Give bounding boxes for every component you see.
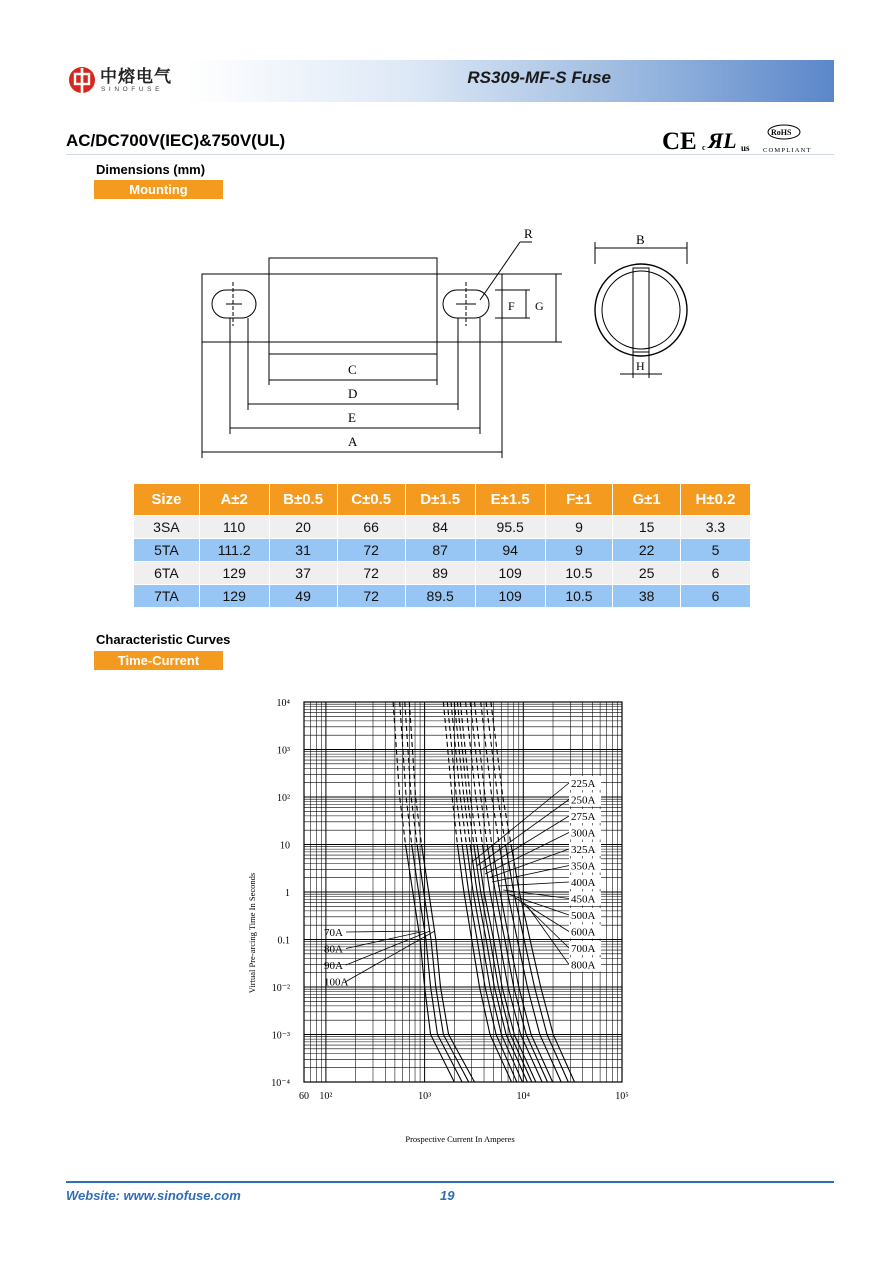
voltage-rating: AC/DC700V(IEC)&750V(UL) xyxy=(66,131,286,150)
y-tick-label: 10⁻³ xyxy=(271,1030,290,1042)
series-label: 500A xyxy=(571,910,596,922)
series-label: 350A xyxy=(571,860,596,873)
col-header: F±1 xyxy=(545,484,613,516)
col-header: C±0.5 xyxy=(337,484,405,516)
svg-text:RoHS: RoHS xyxy=(771,128,792,137)
x-axis-label: Prospective Current In Amperes xyxy=(405,1134,515,1144)
table-cell: 87 xyxy=(405,539,475,562)
series-label: 250A xyxy=(571,794,596,807)
table-cell: 5 xyxy=(680,539,750,562)
table-row xyxy=(134,562,751,585)
svg-text:ЯL: ЯL xyxy=(708,128,737,153)
series-label: 100A xyxy=(324,976,349,989)
x-tick-label: 10³ xyxy=(418,1091,432,1102)
y-tick-label: 10 xyxy=(280,840,290,852)
table-cell: 49 xyxy=(269,585,337,608)
table-cell: 15 xyxy=(613,516,681,539)
col-header: G±1 xyxy=(613,484,681,516)
table-cell: 7TA xyxy=(134,585,200,608)
dimensions-title: Dimensions (mm) xyxy=(96,162,206,177)
y-axis-label: Virtual Pre-arcing Time In Seconds xyxy=(247,872,257,994)
table-cell: 6 xyxy=(680,562,750,585)
dim-label-h: H xyxy=(636,359,645,373)
table-cell: 72 xyxy=(337,585,405,608)
series-label: 800A xyxy=(571,959,596,972)
brand-name-english: SINOFUSE xyxy=(101,86,164,93)
curve-300A-dashed xyxy=(454,702,470,845)
x-tick-label: 60 xyxy=(299,1091,309,1102)
series-label: 300A xyxy=(571,827,596,840)
table-cell: 9 xyxy=(545,539,613,562)
dim-label-c: C xyxy=(348,362,357,377)
col-header: B±0.5 xyxy=(269,484,337,516)
series-label: 600A xyxy=(571,926,596,939)
table-cell: 10.5 xyxy=(545,562,613,585)
table-cell: 129 xyxy=(199,562,269,585)
table-cell: 109 xyxy=(475,585,545,608)
dimensions-table xyxy=(133,483,751,608)
table-cell: 3SA xyxy=(134,516,200,539)
series-label: 400A xyxy=(571,877,596,889)
dim-label-g: G xyxy=(535,299,544,313)
leader-line xyxy=(472,783,569,862)
table-cell: 72 xyxy=(337,539,405,562)
table-cell: 89.5 xyxy=(405,585,475,608)
curve-80A-dashed xyxy=(400,702,412,845)
curve-350A-dashed xyxy=(460,702,477,845)
brand-name-chinese: 中熔电气 xyxy=(100,67,172,86)
table-cell: 109 xyxy=(475,562,545,585)
ce-mark-icon: CE xyxy=(662,128,697,154)
table-cell: 22 xyxy=(613,539,681,562)
curve-275A-dashed xyxy=(451,702,466,845)
table-cell: 89 xyxy=(405,562,475,585)
svg-text:COMPLIANT: COMPLIANT xyxy=(763,147,812,154)
table-cell: 37 xyxy=(269,562,337,585)
y-tick-label: 10⁻² xyxy=(271,983,290,994)
curve-225A-dashed xyxy=(443,702,457,845)
table-cell: 84 xyxy=(405,516,475,539)
leader-line xyxy=(346,931,419,932)
y-tick-label: 10⁴ xyxy=(276,698,290,709)
dim-label-d: D xyxy=(348,386,358,401)
svg-text:c: c xyxy=(702,143,706,152)
series-label: 325A xyxy=(571,844,596,856)
table-cell: 94 xyxy=(475,539,545,562)
dim-label-r: R xyxy=(524,226,533,241)
leader-line xyxy=(346,931,430,965)
table-cell: 25 xyxy=(613,562,681,585)
col-header: A±2 xyxy=(199,484,269,516)
curve-500A-dashed xyxy=(475,702,492,845)
table-row xyxy=(134,516,751,539)
product-title: RS309-MF-S Fuse xyxy=(467,68,611,87)
dim-label-e: E xyxy=(348,410,356,425)
table-cell: 111.2 xyxy=(199,539,269,562)
table-cell: 95.5 xyxy=(475,516,545,539)
col-header: D±1.5 xyxy=(405,484,475,516)
leader-line xyxy=(498,882,569,886)
y-tick-label: 1 xyxy=(285,888,290,899)
curve-600A-dashed xyxy=(481,702,500,845)
curve-250A xyxy=(462,845,517,1083)
curve-70A xyxy=(406,845,455,1083)
table-row xyxy=(134,539,751,562)
page-number: 19 xyxy=(440,1188,455,1203)
col-header: H±0.2 xyxy=(680,484,750,516)
table-cell: 20 xyxy=(269,516,337,539)
certification-marks xyxy=(662,122,834,154)
dim-label-f: F xyxy=(508,299,515,313)
x-tick-label: 10⁵ xyxy=(615,1091,629,1102)
table-cell: 38 xyxy=(613,585,681,608)
leader-line xyxy=(481,816,569,870)
chart-leaders xyxy=(346,783,569,982)
series-label: 700A xyxy=(571,943,596,955)
rohs-mark-icon xyxy=(763,125,812,154)
series-label: 70A xyxy=(324,927,343,939)
table-cell: 10.5 xyxy=(545,585,613,608)
curve-800A xyxy=(511,845,575,1083)
mounting-tag: Mounting xyxy=(94,180,223,199)
curve-100A-dashed xyxy=(409,702,421,845)
y-tick-label: 10³ xyxy=(277,745,290,757)
x-tick-label: 10² xyxy=(319,1091,333,1102)
series-label: 275A xyxy=(571,811,596,823)
y-tick-label: 10⁻⁴ xyxy=(271,1078,290,1089)
series-label: 90A xyxy=(324,960,343,972)
y-tick-label: 0.1 xyxy=(277,935,290,947)
col-header: E±1.5 xyxy=(475,484,545,516)
table-cell: 72 xyxy=(337,562,405,585)
website-link[interactable]: Website: www.sinofuse.com xyxy=(66,1188,241,1203)
table-cell: 66 xyxy=(337,516,405,539)
x-tick-label: 10⁴ xyxy=(516,1091,531,1102)
table-header-row xyxy=(134,484,751,516)
footer-divider xyxy=(66,1181,834,1183)
dim-label-a: A xyxy=(348,434,358,449)
table-cell: 5TA xyxy=(134,539,200,562)
col-header: Size xyxy=(134,484,200,516)
table-cell: 6TA xyxy=(134,562,200,585)
svg-text:us: us xyxy=(741,143,750,153)
table-row xyxy=(134,585,751,608)
time-current-chart xyxy=(240,690,640,1155)
table-cell: 6 xyxy=(680,585,750,608)
table-cell: 9 xyxy=(545,516,613,539)
header-divider xyxy=(66,154,834,155)
table-cell: 129 xyxy=(199,585,269,608)
table-cell: 3.3 xyxy=(680,516,750,539)
time-current-tag: Time-Current xyxy=(94,651,223,670)
series-label: 450A xyxy=(571,893,596,906)
table-cell: 110 xyxy=(199,516,269,539)
dim-label-b: B xyxy=(636,232,645,247)
curve-450A-dashed xyxy=(470,702,487,845)
series-label: 225A xyxy=(571,778,596,790)
curves-title: Characteristic Curves xyxy=(96,632,231,647)
curve-400A xyxy=(482,845,542,1083)
ul-mark-icon xyxy=(702,128,750,153)
table-cell: 31 xyxy=(269,539,337,562)
dimension-drawing xyxy=(190,220,700,470)
series-label: 80A xyxy=(324,943,343,956)
y-tick-label: 10² xyxy=(277,793,290,804)
